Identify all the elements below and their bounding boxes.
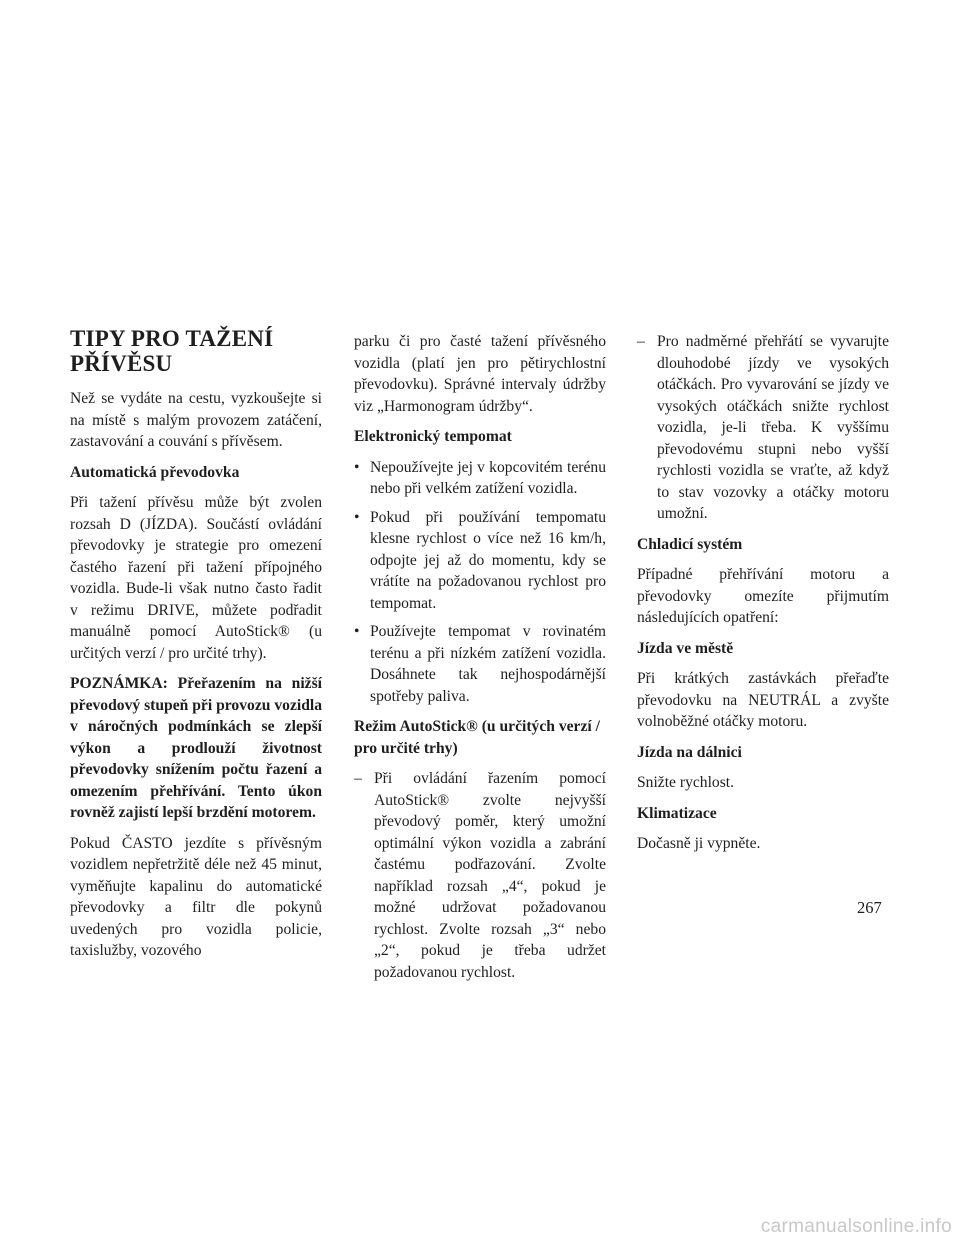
intro-paragraph: Než se vydáte na cestu, vyzkoušejte si na místě s malým provozem zatáčení, zastavování a couvání s přívěsem. <box>70 390 322 450</box>
overheat-list <box>637 331 889 525</box>
often-towing-paragraph: Pokud ČASTO jezdíte s přívěsným vozidlem nepřetržitě déle než 45 minut, vyměňujte kapalinu do automatické převodovky a filtr dle pokynů uvedených pro vozidla policie, taxislužby, vozového <box>70 834 322 959</box>
list-item: • Nepoužívejte jej v kopcovitém terénu nebo při velkém zatížení vozidla. <box>354 458 606 497</box>
bullet-icon: • <box>354 623 360 640</box>
cruise-control-list <box>354 457 606 708</box>
page-title <box>70 326 322 376</box>
watermark <box>0 1216 960 1242</box>
heading-highway-driving: Jízda na dálnici <box>637 743 742 761</box>
page-title-line1: TIPY PRO TAŽENÍ <box>70 326 274 351</box>
dash-icon: – <box>354 770 362 787</box>
page-title-line2: PŘÍVĚSU <box>70 351 173 376</box>
column-middle <box>354 331 606 992</box>
heading-automatic-transmission: Automatická převodovka <box>70 463 240 481</box>
list-item: • Pokud při používání tempomatu klesne rychlost o více než 16 km/h, odpojte jej až do momentu, kdy se vrátíte na požadovanou rychlost pro tempomat. <box>354 508 606 612</box>
page-number: 267 <box>857 898 882 917</box>
bullet-icon: • <box>354 458 360 476</box>
air-conditioning-paragraph: Dočasně ji vypněte. <box>637 835 761 852</box>
often-towing-paragraph-continued: parku či pro časté tažení přívěsného vozidla (platí jen pro pětirychlostní převodovku). Správné intervaly údržby viz „Harmonogram údržby“. <box>354 333 606 415</box>
heading-air-conditioning: Klimatizace <box>637 804 717 822</box>
automatic-transmission-paragraph: Při tažení přívěsu může být zvolen rozsah D (JÍZDA). Součástí ovládání převodovky je strategie pro omezení častého řazení při tažení přípojného vozidla. Bude-li však nutno často řadit v režimu DRIVE, můžete podřadit manuálně pomocí AutoStick® (u určitých verzí / pro určité trhy). <box>70 494 322 662</box>
note-paragraph: POZNÁMKA: Přeřazením na nižší převodový stupeň při provozu vozidla v náročných podmínkách se zlepší výkon a prodlouží životnost převodovky snížením počtu řazení a omezením přehřívání. Tento úkon rovněž zajistí lepší brzdění motorem. <box>70 675 322 821</box>
column-right <box>637 331 889 864</box>
city-driving-paragraph: Při krátkých zastávkách přeřaďte převodovku na NEUTRÁL a zvyšte volnoběžné otáčky motoru. <box>637 670 889 730</box>
list-item: – Pro nadměrné přehřátí se vyvarujte dlouhodobé jízdy ve vysokých otáčkách. Pro vyvarování se jízdy ve vysokých otáčkách snižte rychlost vozidla, je-li třeba. K vyššímu převodovému stupni nebo vyšší rychlosti vozidla se vraťte, až když to stav vozovky a otáčky motoru umožní. <box>637 333 889 522</box>
bullet-icon: • <box>354 508 360 526</box>
column-left <box>70 318 322 971</box>
heading-cooling-system: Chladicí systém <box>637 535 743 553</box>
watermark-text: carmanualsonline.info <box>760 1216 952 1237</box>
list-item: • Používejte tempomat v rovinatém terénu a při nízkém zatížení vozidla. Dosáhnete tak nejhospodárnější spotřeby paliva. <box>354 623 606 705</box>
heading-autostick: Režim AutoStick® (u určitých verzí / pro určité trhy) <box>354 718 600 757</box>
dash-icon: – <box>637 333 645 350</box>
highway-driving-paragraph: Snižte rychlost. <box>637 774 735 791</box>
heading-city-driving: Jízda ve městě <box>637 639 734 657</box>
autostick-list <box>354 768 606 983</box>
heading-cruise-control: Elektronický tempomat <box>354 428 512 445</box>
cooling-paragraph: Případné přehřívání motoru a převodovky omezíte přijmutím následujících opatření: <box>637 566 889 626</box>
list-item: – Při ovládání řazením pomocí AutoStick® zvolte nejvyšší převodový poměr, který umožní optimální výkon vozidla a zabrání častému podřazování. Zvolte například rozsah „4“, pokud je možné udržovat požadovanou rychlost. Zvolte rozsah „3“ nebo „2“, pokud je třeba udržet požadovanou rychlost. <box>354 770 606 981</box>
